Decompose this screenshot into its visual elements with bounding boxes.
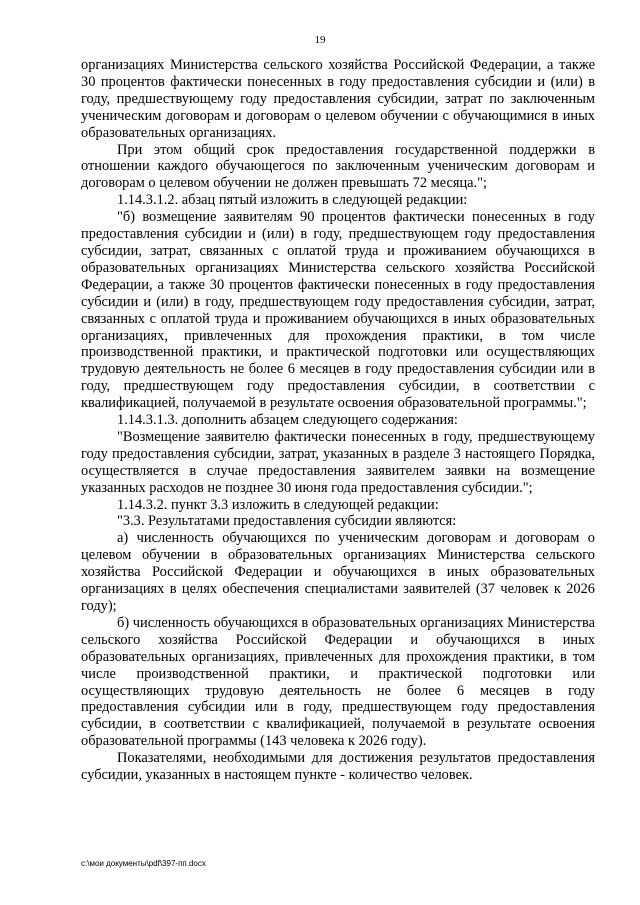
paragraph-item-b: "б) возмещение заявителям 90 процентов фактически понесенных в году предоставления субсидии и (или) в году, предшествующем году предоставления субсидии, затрат, связанных с оплатой труда и проживанием обучающихся в образовательных организациях Министерства сельского хозяйства Российской Федерации, а также 30 процентов фактически понесенных в году предоставления субсидии и (или) в году, предшествующем году предоставления субсидии, затрат, связанных с оплатой труда и проживанием обучающихся в иных образовательных организациях, привлеченных для прохождения практики, в том числе производственной практики, и практической подготовки или осуществляющих трудовую деятельность не более 6 месяцев в году предоставления субсидии или в году, предшествующем году предоставления субсидии, в соответствии с квалификацией, получаемой в результате освоения образовательной программы."; (81, 209, 595, 412)
footer-file-path: c:\мои документы\pdf\397-пп.docx (81, 859, 206, 868)
paragraph-result-b: б) численность обучающихся в образовательных организациях Министерства сельского хозяйства Российской Федерации и обучающихся в иных образовательных организациях, привлеченных для прохождения практики, в том числе производственной практики, и практической подготовки или осуществляющих трудовую деятельность не более 6 месяцев в году предоставления субсидии или в году, предшествующем году предоставления субсидии, в соответствии с квалификацией, получаемой в результате освоения образовательной программы (143 человека к 2026 году). (81, 614, 595, 750)
paragraph-amendment-1-14-3-1-3: 1.14.3.1.3. дополнить абзацем следующего содержания: (117, 412, 458, 429)
paragraph-result-a: а) численность обучающихся по ученическим договорам и договорам о целевом обучении в образовательных организациях Министерства сельского хозяйства Российской Федерации и обучающихся в иных образовательных организациях в целях обеспечения специалистами заявителей (37 человек к 2026 году); (81, 530, 595, 614)
paragraph-amendment-1-14-3-2: 1.14.3.2. пункт 3.3 изложить в следующей редакции: (117, 496, 439, 513)
paragraph-amendment-1-14-3-1-2: 1.14.3.1.2. абзац пятый изложить в следующей редакции: (117, 192, 468, 209)
paragraph-reimbursement: "Возмещение заявителю фактически понесенных в году, предшествующему году предоставления субсидии, затрат, указанных в разделе 3 настоящего Порядка, осуществляется в случае предоставления заявителем заявки на возмещение указанных расходов не позднее 30 июня года предоставления субсидии."; (81, 428, 595, 496)
paragraph-support-term: При этом общий срок предоставления государственной поддержки в отношении каждого обучающегося по заключенным ученическим договорам и договорам о целевом обучении не должен превышать 72 месяца."; (81, 141, 595, 192)
body-text (81, 57, 595, 784)
page-number: 19 (314, 34, 326, 46)
paragraph-3-3-heading: "3.3. Результатами предоставления субсидии являются: (117, 513, 457, 530)
paragraph-continuation: организациях Министерства сельского хозяйства Российской Федерации, а также 30 процентов фактически понесенных в году предоставления субсидии и (или) в году, предшествующему году предоставления субсидии, затрат по заключенным ученическим договорам и договорам о целевом обучении с обучающимися в иных образовательных организациях. (81, 57, 595, 141)
paragraph-indicators: Показателями, необходимыми для достижения результатов предоставления субсидии, указанных в настоящем пункте - количество человек. (81, 750, 595, 784)
